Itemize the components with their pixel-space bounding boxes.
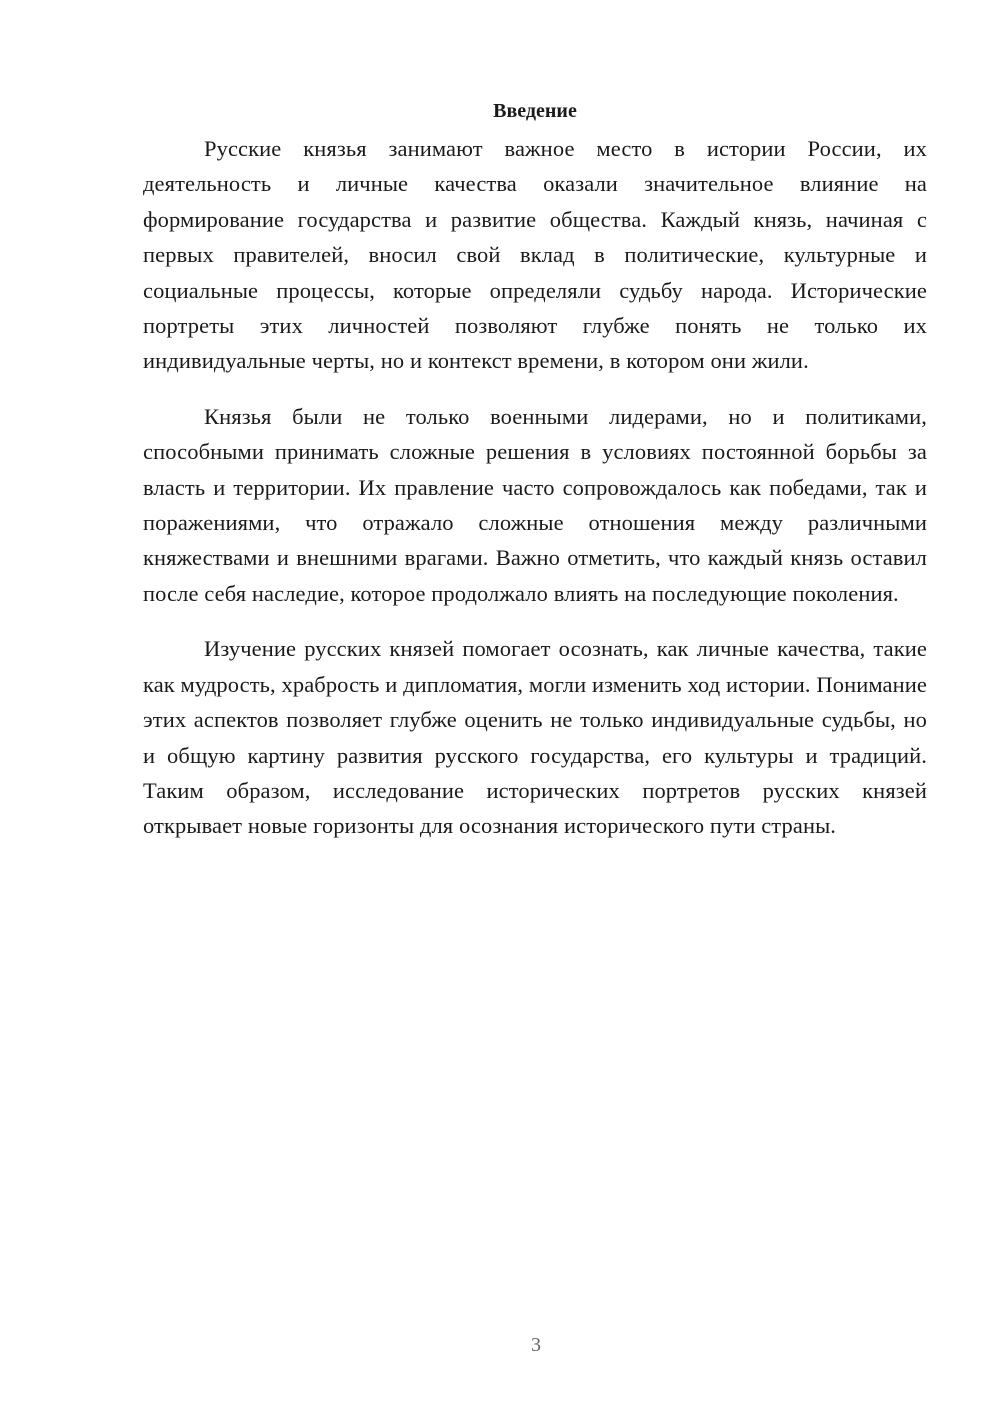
section-title: Введение xyxy=(493,100,577,122)
paragraph-2: Князья были не только военными лидерами, но и политиками, способными принимать сложные решения в условиях постоянной борьбы за власть и территории. Их правление часто сопровождалось как победами, так и поражениями, что отражало сложные отношения между различными княжествами и внешними врагами. Важно отметить, что каждый князь оставил после себя наследие, которое продолжало влиять на последующие поколения. xyxy=(143,403,927,606)
paragraph-1: Русские князья занимают важное место в истории России, их деятельность и личные качества оказали значительное влияние на формирование государства и развитие общества. Каждый князь, начиная с первых правителей, вносил свой вклад в политические, культурные и социальные процессы, которые определяли судьбу народа. Исторические портреты этих личностей позволяют глубже понять не только их индивидуальные черты, но и контекст времени, в котором они жили. xyxy=(143,136,927,374)
page-content xyxy=(143,94,927,864)
page-number: 3 xyxy=(531,1334,541,1356)
paragraph-3: Изучение русских князей помогает осознать, как личные качества, такие как мудрость, храбрость и дипломатия, могли изменить ход истории. Понимание этих аспектов позволяет глубже оценить не только индивидуальные судьбы, но и общую картину развития русского государства, его культуры и традиций. Таким образом, исследование исторических портретов русских князей открывает новые горизонты для осознания исторического пути страны. xyxy=(143,636,927,839)
